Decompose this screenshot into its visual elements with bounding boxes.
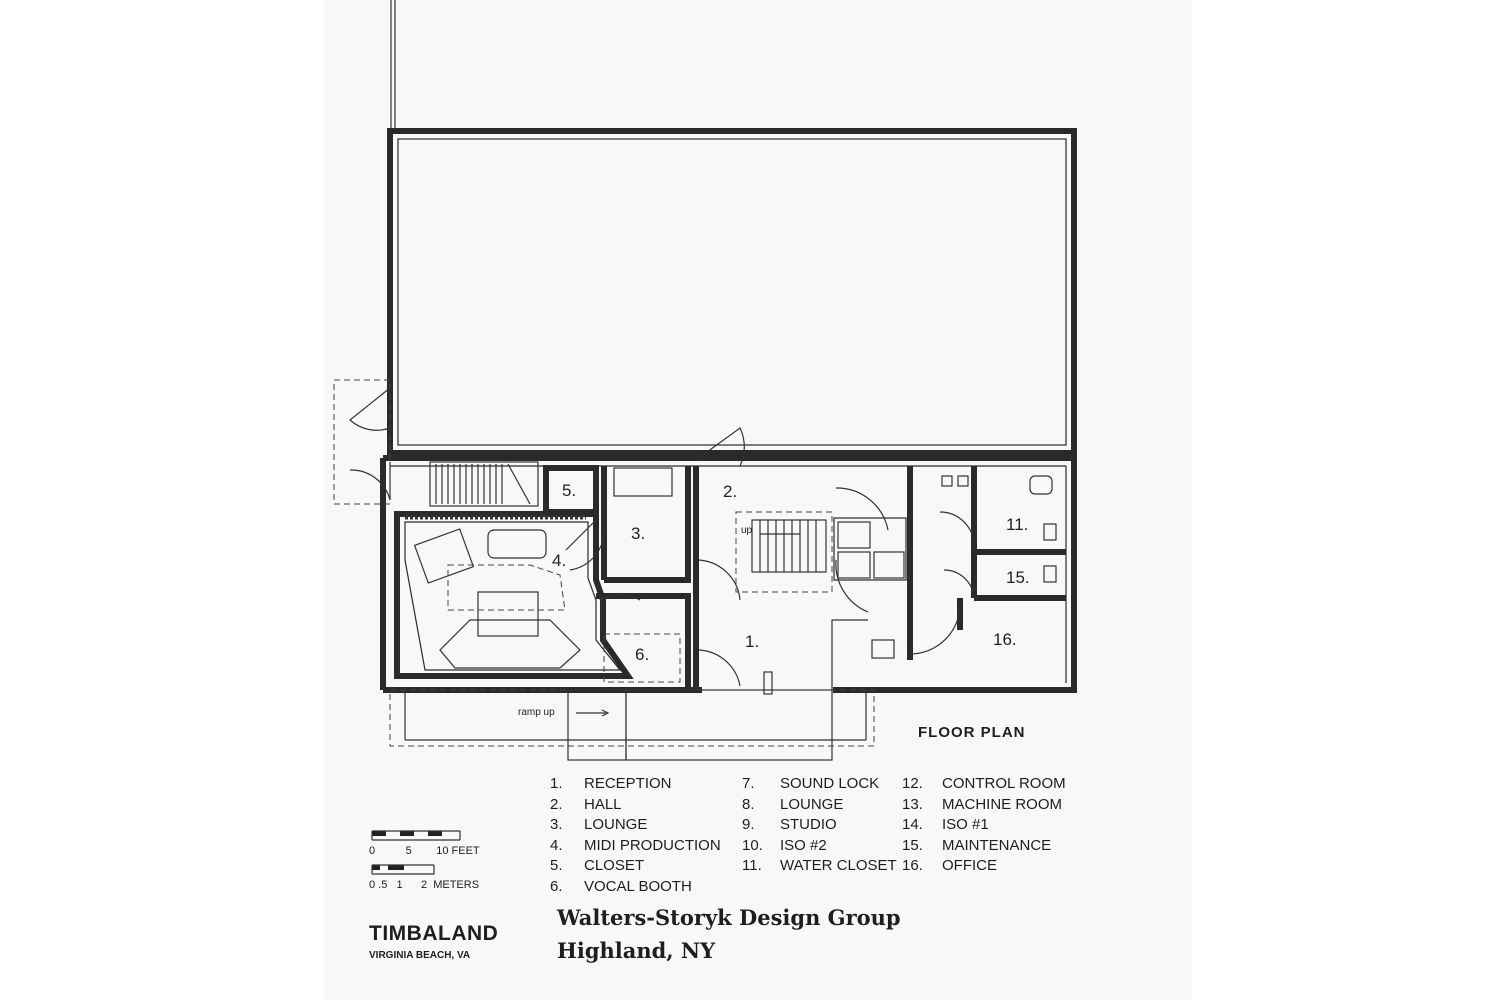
room-2-number: 2. bbox=[723, 482, 738, 501]
floor-plan-title: FLOOR PLAN bbox=[918, 724, 1026, 741]
scale-bar-feet bbox=[372, 831, 460, 840]
legend-item: 16. OFFICE bbox=[902, 857, 997, 874]
stair-up-label: up bbox=[741, 525, 753, 536]
legend-item: 11. WATER CLOSET bbox=[742, 857, 897, 874]
legend-column-2 bbox=[742, 774, 897, 877]
legend-item: 1. RECEPTION bbox=[550, 775, 672, 792]
mechanical-unit bbox=[838, 522, 870, 548]
water-closet-wall bbox=[960, 466, 1066, 630]
scale-bar-meters bbox=[372, 865, 434, 874]
mechanical-unit bbox=[874, 552, 904, 578]
fixture bbox=[942, 476, 952, 486]
legend-column-1 bbox=[550, 774, 721, 897]
room-16-number: 16. bbox=[993, 630, 1017, 649]
hall-door-bottom bbox=[696, 650, 740, 686]
room-5-number: 5. bbox=[562, 481, 577, 500]
reception-door bbox=[836, 488, 888, 530]
maintenance-door bbox=[944, 570, 974, 598]
legend-item: 3. LOUNGE bbox=[550, 816, 648, 833]
entry-door bbox=[350, 388, 390, 430]
upper-space-inner bbox=[398, 139, 1066, 445]
sink bbox=[1044, 566, 1056, 582]
legend-item: 7. SOUND LOCK bbox=[742, 775, 880, 792]
room-3-number: 3. bbox=[631, 524, 646, 543]
reception-chair bbox=[872, 640, 894, 658]
firm-name: Walters-Storyk Design Group bbox=[557, 905, 901, 930]
reception-desk bbox=[832, 620, 868, 690]
room-1-number: 1. bbox=[745, 632, 760, 651]
legend-item: 12. CONTROL ROOM bbox=[902, 775, 1066, 792]
legend-item: 8. LOUNGE bbox=[742, 795, 844, 813]
ramp-landing bbox=[568, 690, 626, 760]
toilet bbox=[1030, 476, 1052, 494]
midi-couch bbox=[488, 530, 546, 558]
closet-door bbox=[566, 520, 596, 550]
wc-door bbox=[940, 512, 974, 546]
legend-item: 13. MACHINE ROOM bbox=[902, 795, 1062, 813]
legend-item: 14. ISO #1 bbox=[902, 816, 989, 833]
fixture bbox=[958, 476, 968, 486]
legend-item: 4. MIDI PRODUCTION bbox=[550, 836, 721, 854]
room-6-number: 6. bbox=[635, 645, 650, 664]
legend-item: 2. HALL bbox=[550, 795, 622, 813]
stair-treads-left bbox=[436, 464, 530, 504]
office-door bbox=[910, 606, 960, 654]
room-11-number: 11. bbox=[1006, 515, 1029, 534]
scale-feet-label: 0 5 10 FEET bbox=[369, 845, 480, 857]
center-stair-treads bbox=[760, 520, 816, 572]
hall-door-mid bbox=[696, 560, 740, 600]
legend-item: 9. STUDIO bbox=[742, 816, 837, 833]
sink bbox=[1044, 524, 1056, 540]
reception-door-jamb bbox=[764, 672, 772, 694]
client-location: VIRGINIA BEACH, VA bbox=[369, 950, 471, 961]
ramp-landing bbox=[626, 690, 832, 760]
upper-space-wall bbox=[390, 131, 1074, 453]
client-name: TIMBALAND bbox=[369, 922, 499, 945]
mechanical-unit bbox=[838, 552, 870, 578]
legend-item: 6. VOCAL BOOTH bbox=[550, 877, 692, 895]
legend-item: 10. ISO #2 bbox=[742, 836, 827, 854]
ramp-outline bbox=[390, 690, 874, 746]
lounge-sofa bbox=[614, 468, 672, 496]
scale-meters-label: 0 .5 1 2 METERS bbox=[369, 879, 480, 891]
firm-location: Highland, NY bbox=[557, 938, 716, 963]
legend-item: 5. CLOSET bbox=[550, 857, 645, 874]
midi-desk bbox=[478, 592, 538, 636]
midi-rug bbox=[448, 565, 565, 610]
midi-room-inner bbox=[405, 522, 620, 670]
reception-door-2 bbox=[836, 560, 868, 612]
midi-console bbox=[440, 620, 580, 668]
legend-item: 15. MAINTENANCE bbox=[902, 836, 1052, 854]
midi-keyboard-desk bbox=[415, 529, 474, 583]
room-4-number: 4. bbox=[552, 551, 567, 570]
room-15-number: 15. bbox=[1006, 568, 1030, 587]
midi-room-wall bbox=[397, 514, 628, 676]
legend-column-3 bbox=[902, 774, 1066, 877]
center-stair bbox=[752, 520, 826, 572]
lounge-wall bbox=[604, 466, 688, 580]
ramp-up-label: ramp up bbox=[518, 707, 555, 718]
